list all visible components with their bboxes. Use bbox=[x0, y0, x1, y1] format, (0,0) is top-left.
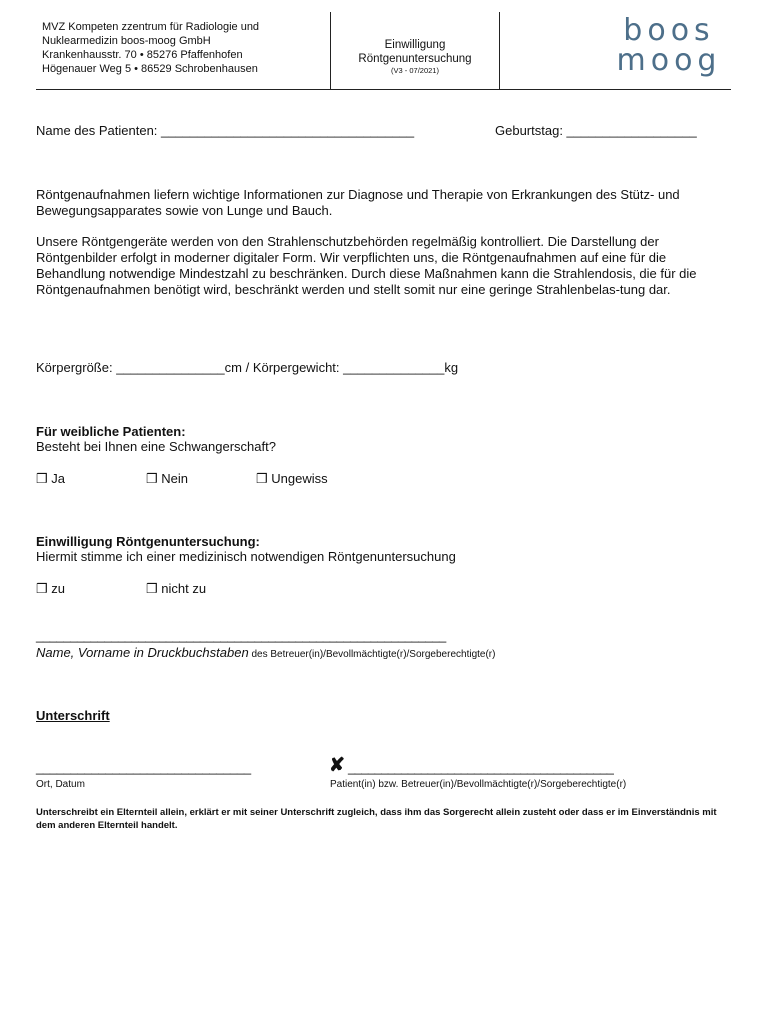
checkbox-zu[interactable]: ❒ zu bbox=[36, 581, 65, 596]
parent-signature-note: Unterschreibt ein Elternteil allein, erklärt er mit seiner Unterschrift zugleich, dass ihm das Sorgerecht allein zusteht oder dass er im Einverständnis mit dem anderen Elternteil handelt. bbox=[36, 807, 717, 831]
boos-moog-logo bbox=[614, 13, 724, 78]
guardian-name-caption bbox=[36, 644, 495, 662]
caption-rest: des Betreuer(in)/Bevollmächtigte(r)/Sorgeberechtigte(r) bbox=[248, 649, 496, 660]
caption-italic: Name, Vorname in Druckbuchstaben bbox=[36, 645, 249, 660]
signature-caption: Patient(in) bzw. Betreuer(in)/Bevollmächtigte(r)/Sorgeberechtigte(r) bbox=[330, 779, 627, 790]
logo-text: boos bbox=[623, 13, 715, 48]
version-label: (V3 - 07/2021) bbox=[391, 66, 439, 75]
clinic-address bbox=[42, 20, 259, 76]
address-line: Nuklearmedizin boos-moog GmbH bbox=[42, 35, 211, 47]
patient-name-field[interactable]: Name des Patienten: ___________________________________ bbox=[36, 123, 415, 138]
consent-heading: Einwilligung Röntgenuntersuchung: bbox=[36, 534, 260, 549]
checkbox-nicht-zu[interactable]: ❒ nicht zu bbox=[146, 581, 207, 596]
pregnancy-question: Besteht bei Ihnen eine Schwangerschaft? bbox=[36, 439, 276, 454]
place-date-field[interactable]: _______________________________ bbox=[36, 760, 251, 775]
place-date-caption: Ort, Datum bbox=[36, 779, 85, 790]
birthday-field[interactable]: Geburtstag: __________________ bbox=[495, 123, 697, 138]
checkbox-ungewiss[interactable]: ❒ Ungewiss bbox=[256, 471, 328, 486]
consent-text: Hiermit stimme ich einer medizinisch notwendigen Röntgenuntersuchung bbox=[36, 549, 456, 564]
title-line: Röntgenuntersuchung bbox=[358, 53, 472, 65]
address-line: MVZ Kompeten zzentrum für Radiologie und bbox=[42, 21, 260, 33]
female-heading: Für weibliche Patienten: bbox=[36, 424, 186, 439]
checkbox-ja[interactable]: ❒ Ja bbox=[36, 471, 65, 486]
address-line: Högenauer Weg 5 • 86529 Schrobenhausen bbox=[42, 63, 258, 75]
intro-paragraph: Unsere Röntgengeräte werden von den Strahlenschutzbehörden regelmäßig kontrolliert. Die Darstellung der Röntgenbilder erfolgt in moderner digitaler Form. Wir verpflichten uns, die Röntgenaufnahmen auf eine für die Behandlung notwendige Mindestzahl zu beschränken. Durch diese Maßnahmen kann die Strahlendosis, die für die Röntgenaufnahmen benötigt wird, beschränkt werden und stellt somit nur eine geringe Strahlenbelas-tung dar. bbox=[36, 234, 697, 297]
title-line: Einwilligung bbox=[384, 39, 446, 51]
height-weight-field[interactable]: Körpergröße: _______________cm / Körpergewicht: ______________kg bbox=[36, 360, 459, 375]
guardian-name-field[interactable]: ____________________________________________________________ bbox=[36, 628, 446, 643]
header-rule bbox=[36, 89, 731, 90]
signature-heading: Unterschrift bbox=[36, 708, 110, 723]
signature-field[interactable]: ________________________________________ bbox=[348, 760, 614, 775]
logo-text: moog bbox=[616, 43, 722, 78]
intro-paragraph: Röntgenaufnahmen liefern wichtige Informationen zur Diagnose und Therapie von Erkrankungen des Stütz- und Bewegungsapparates sowie von Lunge und Bauch. bbox=[36, 187, 680, 218]
sign-here-cross-icon: ✘ bbox=[329, 755, 345, 776]
address-line: Krankenhausstr. 70 • 85276 Pfaffenhofen bbox=[42, 49, 243, 61]
header-divider bbox=[499, 12, 500, 89]
checkbox-nein[interactable]: ❒ Nein bbox=[146, 471, 189, 486]
document-title bbox=[331, 38, 499, 76]
